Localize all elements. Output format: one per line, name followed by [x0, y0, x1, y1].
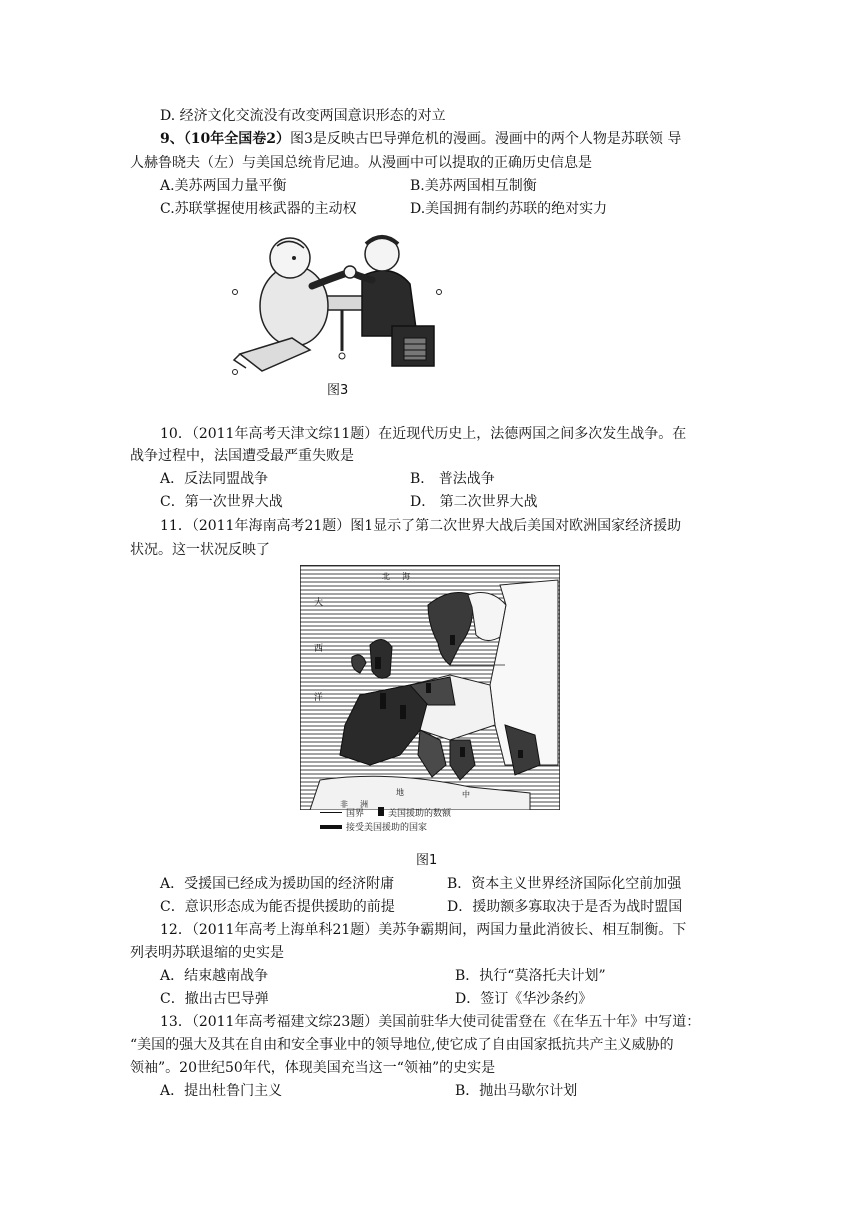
map-label-med-1: 地: [396, 788, 404, 797]
legend-aided-country-label: 接受美国援助的国家: [346, 823, 428, 833]
q11-stem-line-1: 11．（2011年海南高考21题）图1显示了第二次世界大战后美国对欧洲国家经济援助: [160, 518, 682, 534]
q11-figure-caption: 图1: [416, 853, 438, 868]
q11-option-a: A．受援国已经成为援助国的经济附庸: [160, 876, 395, 892]
q9-stem-line-2: 人赫鲁晓夫（左）与美国总统肯尼迪。从漫画中可以提取的正确历史信息是: [130, 155, 592, 171]
legend-border-label: 国界: [346, 809, 365, 819]
map-label-africa-1: 非: [340, 800, 348, 809]
q9-source: （10年全国卷2）: [183, 131, 290, 147]
q10-stem-line-2: 战争过程中，法国遭受最严重失败是: [130, 448, 354, 464]
legend-aid-label: 美国援助的数额: [388, 809, 452, 819]
q12-option-c: C．撤出古巴导弹: [160, 991, 269, 1007]
q9-option-d: D.美国拥有制约苏联的绝对实力: [410, 201, 608, 217]
q13-option-a: A．提出杜鲁门主义: [160, 1083, 283, 1099]
q12-option-a: A．结束越南战争: [160, 968, 269, 984]
q10-option-c: C．第一次世界大战: [160, 494, 283, 510]
q12-option-d: D．签订《华沙条约》: [455, 991, 593, 1007]
map-label-north-sea-2: 海: [402, 572, 410, 581]
map-label-atlantic-1: 大: [314, 598, 324, 608]
q13-stem-line-3: 领袖”。20世纪50年代，体现美国充当这一“领袖”的史实是: [130, 1060, 496, 1076]
legend-aid-swatch: [378, 807, 384, 816]
q8-option-d: D. 经济文化交流没有改变两国意识形态的对立: [160, 108, 446, 124]
q9-option-c: C.苏联掌握使用核武器的主动权: [160, 201, 357, 217]
legend-border-swatch: [320, 812, 342, 813]
q12-option-b: B．执行“莫洛托夫计划”: [455, 968, 606, 984]
marshall-plan-europe-map: [300, 565, 560, 810]
q9-option-a: A.美苏两国力量平衡: [160, 178, 287, 194]
q13-option-b: B．抛出马歇尔计划: [455, 1083, 578, 1099]
q10-option-b: B． 普法战争: [410, 471, 495, 487]
q9-option-b: B.美苏两国相互制衡: [410, 178, 537, 194]
q11-option-c: C．意识形态成为能否提供援助的前提: [160, 899, 395, 915]
q9-figure-caption: 图3: [327, 383, 349, 398]
q10-stem-line-1: 10．（2011年高考天津文综11题）在近现代历史上，法德两国之间多次发生战争。在: [160, 426, 687, 442]
q11-stem-line-2: 状况。这一状况反映了: [130, 542, 270, 558]
legend-aided-country-swatch: [320, 825, 342, 829]
q12-stem-line-2: 列表明苏联退缩的史实是: [130, 945, 284, 961]
map-label-atlantic-2: 西: [314, 644, 324, 654]
map-label-africa-2: 洲: [360, 800, 368, 809]
cuban-missile-crisis-cartoon: [232, 226, 442, 378]
map-label-atlantic-3: 洋: [314, 693, 324, 703]
map-label-med-2: 中: [462, 790, 470, 799]
q11-option-d: D．援助额多寡取决于是否为战时盟国: [447, 899, 683, 915]
q13-stem-line-1: 13．（2011年高考福建文综23题）美国前驻华大使司徒雷登在《在华五十年》中写道：: [160, 1014, 701, 1030]
q11-option-b: B．资本主义世界经济国际化空前加强: [447, 876, 682, 892]
q9-stem-text: 图3是反映古巴导弹危机的漫画。漫画中的两个人物是苏联领 导: [289, 131, 682, 147]
q12-stem-line-1: 12．（2011年高考上海单科21题）美苏争霸期间，两国力量此消彼长、相互制衡。下: [160, 922, 687, 938]
map-label-north-sea-1: 北: [382, 572, 390, 581]
q10-option-a: A．反法同盟战争: [160, 471, 269, 487]
q9-number: 9、: [160, 131, 184, 147]
q10-option-d: D． 第二次世界大战: [410, 494, 538, 510]
q9-stem-line-1: [160, 129, 681, 149]
q13-stem-line-2: “美国的强大及其在自由和安全事业中的领导地位,使它成了自由国家抵抗共产主义威胁的: [130, 1037, 674, 1053]
